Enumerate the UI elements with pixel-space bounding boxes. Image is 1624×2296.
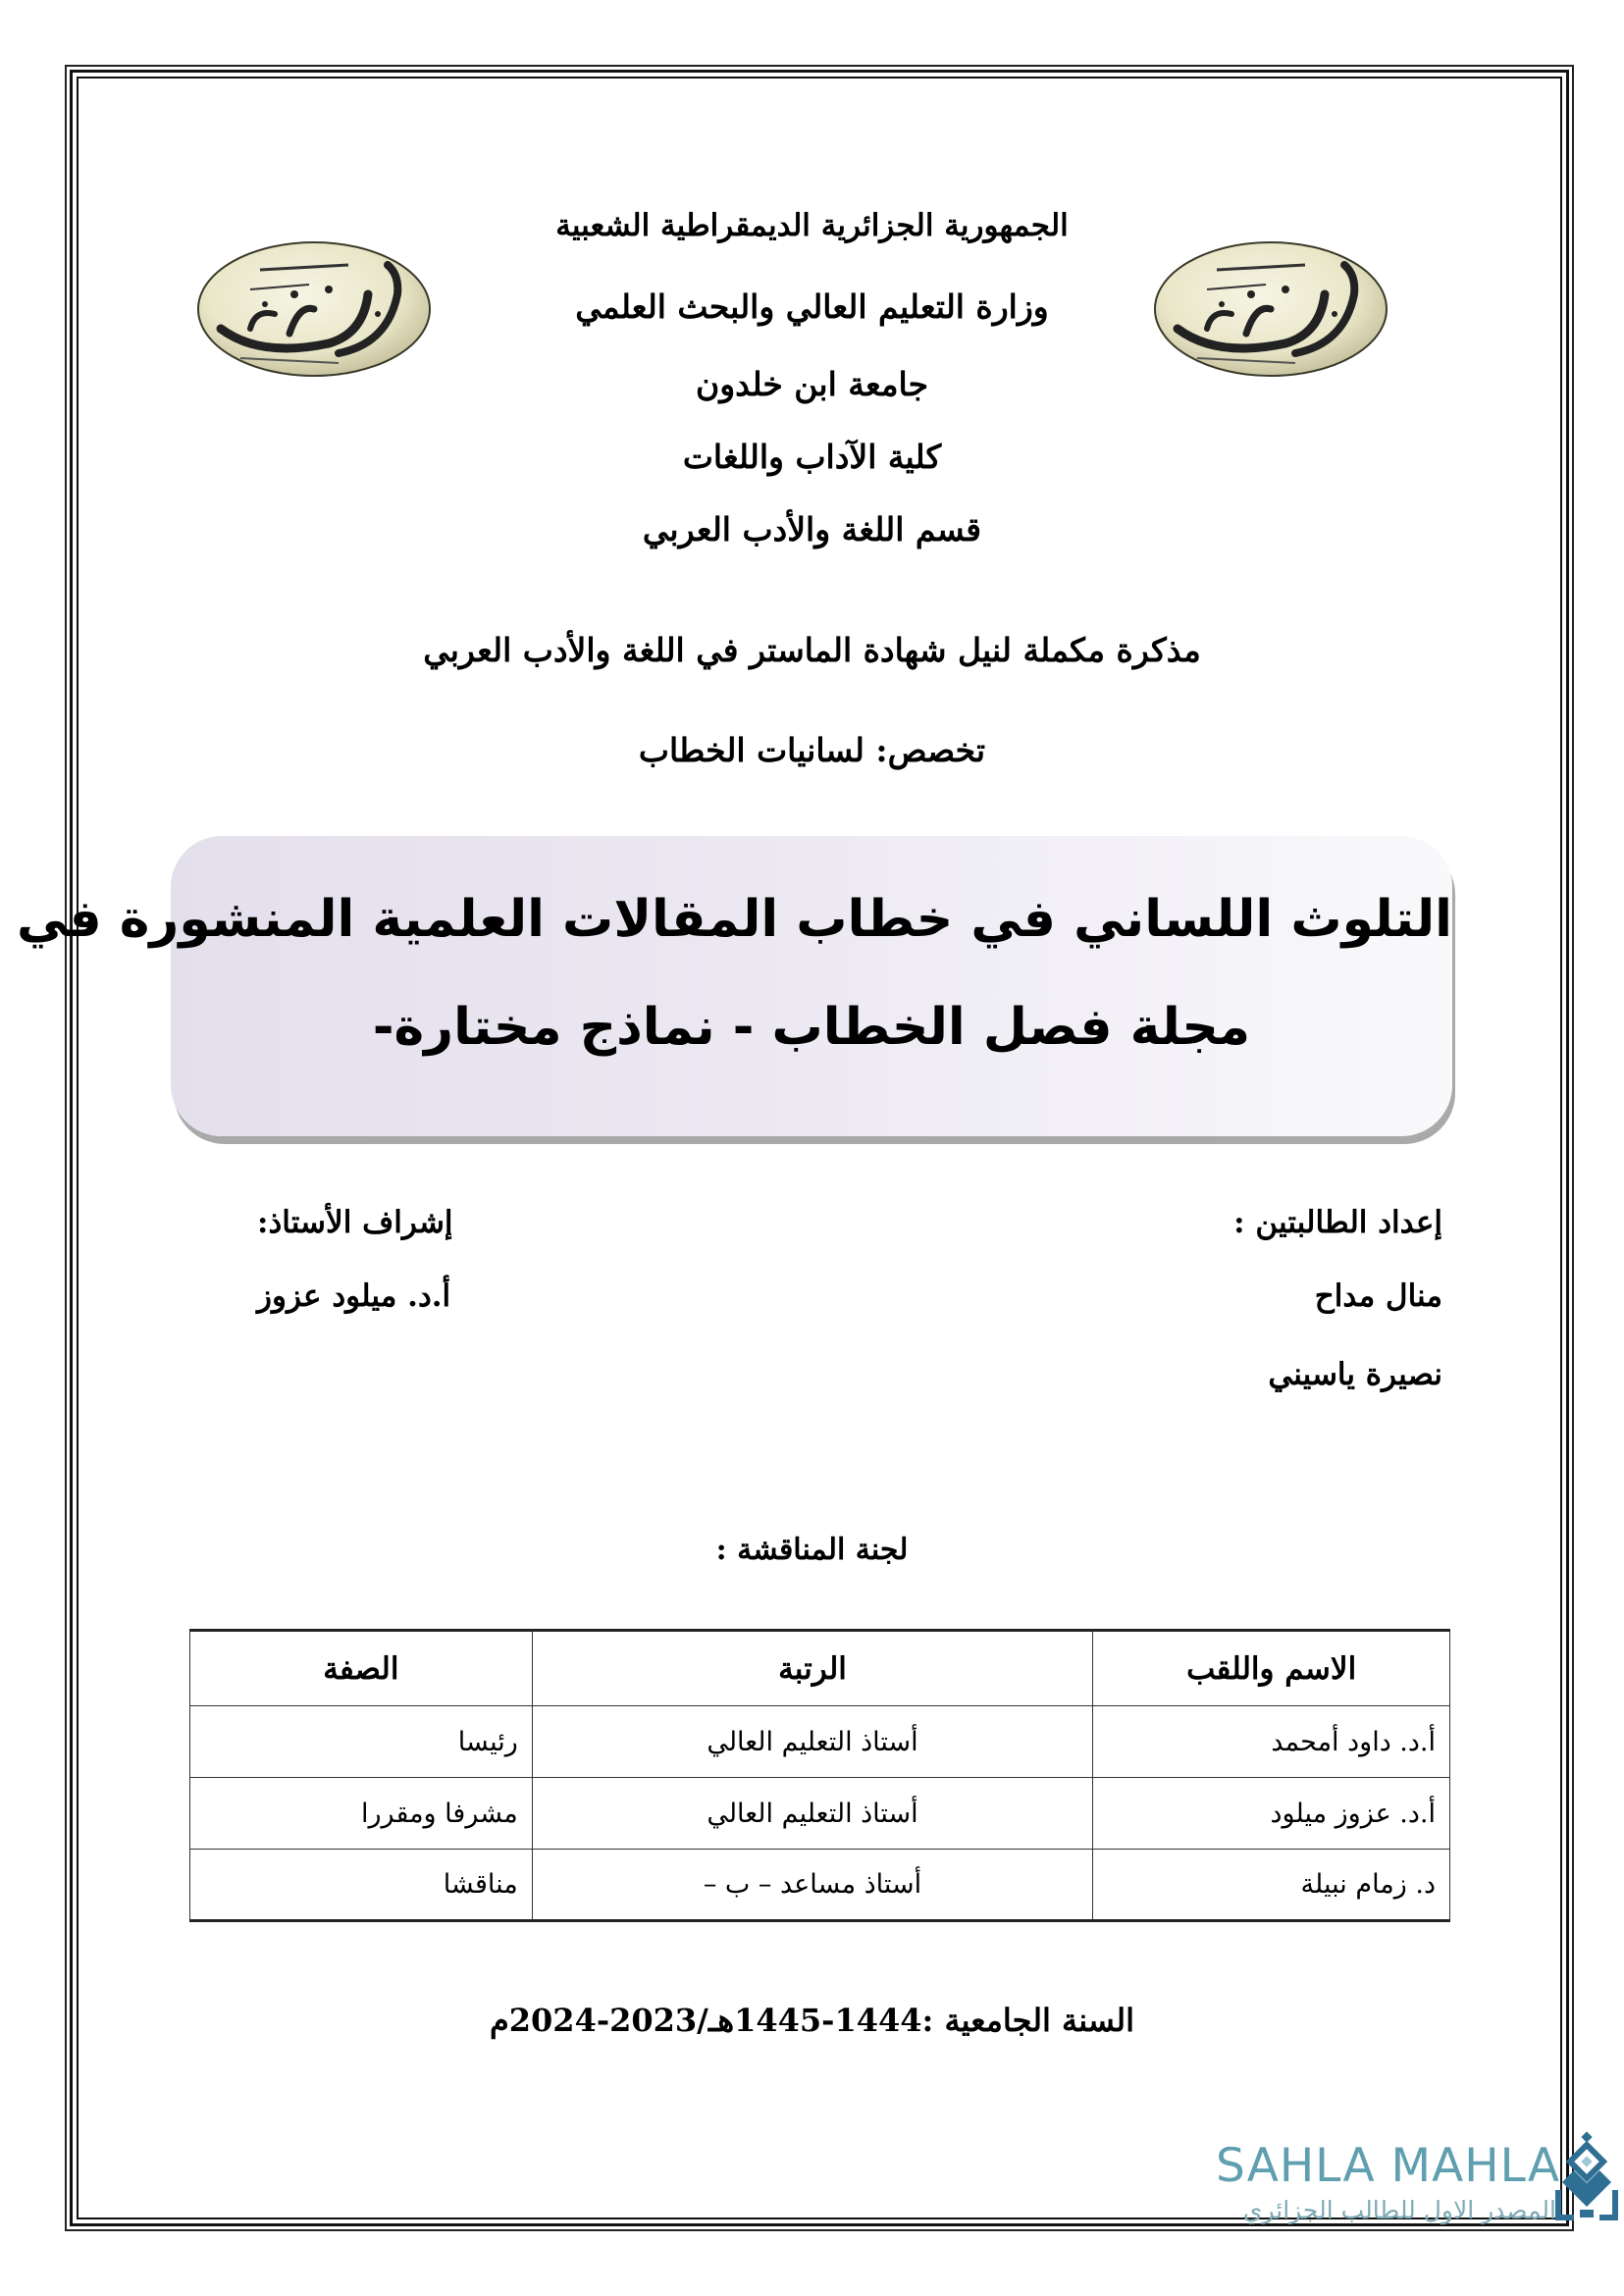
member-rank: أستاذ مساعد – ب – [532,1850,1093,1921]
students-label: إعداد الطالبتين : [1233,1205,1442,1240]
table-row [190,1850,1450,1921]
member-name: د. زمام نبيلة [1093,1850,1450,1921]
faculty-name: كلية الآداب واللغات [682,438,942,476]
member-role: مشرفا ومقررا [190,1778,533,1850]
committee-table [189,1629,1450,1922]
sahla-mahla-watermark [1168,2139,1619,2247]
supervisor-name: أ.د. ميلود عزوز [257,1278,451,1314]
supervisor-label: إشراف الأستاذ: [257,1205,453,1240]
student-name-1: منال مداح [1314,1278,1442,1314]
ministry-name: وزارة التعليم العالي والبحث العلمي [575,287,1049,326]
member-name: أ.د. داود أمحمد [1093,1706,1450,1778]
member-rank: أستاذ التعليم العالي [532,1706,1093,1778]
academic-year: السنة الجامعية :1444-1445هـ/2023-2024م [489,2002,1135,2039]
degree-line: مذكرة مكملة لنيل شهادة الماستر في اللغة والأدب العربي [423,631,1201,669]
specialization: تخصص: لسانيات الخطاب [638,731,986,769]
thesis-title-line-2: مجلة فصل الخطاب - نماذج مختارة- [372,998,1251,1057]
table-row [190,1778,1450,1850]
column-header-role: الصفة [190,1631,533,1706]
column-header-name: الاسم واللقب [1093,1631,1450,1706]
student-name-2: نصيرة ياسيني [1268,1357,1442,1392]
member-role: مناقشا [190,1850,533,1921]
country-name: الجمهورية الجزائرية الديمقراطية الشعبية [555,208,1069,243]
department-name: قسم اللغة والأدب العربي [642,510,982,548]
table-row [190,1706,1450,1778]
member-role: رئيسا [190,1706,533,1778]
column-header-rank: الرتبة [532,1631,1093,1706]
thesis-title-box [16,836,1452,1136]
thesis-title-line-1: التلوث اللساني في خطاب المقالات العلمية المنشورة في [16,890,1452,949]
member-rank: أستاذ التعليم العالي [532,1778,1093,1850]
watermark-tagline: المصدر الاول للطالب الجزائري [1242,2196,1556,2224]
watermark-brand: SAHLA MAHLA [1215,2139,1560,2193]
committee-title: لجنة المناقشة : [715,1533,909,1567]
sahla-mahla-logo-icon [1554,2131,1619,2229]
table-header-row [190,1631,1450,1706]
university-name: جامعة ابن خلدون [695,365,928,403]
member-name: أ.د. عزوز ميلود [1093,1778,1450,1850]
